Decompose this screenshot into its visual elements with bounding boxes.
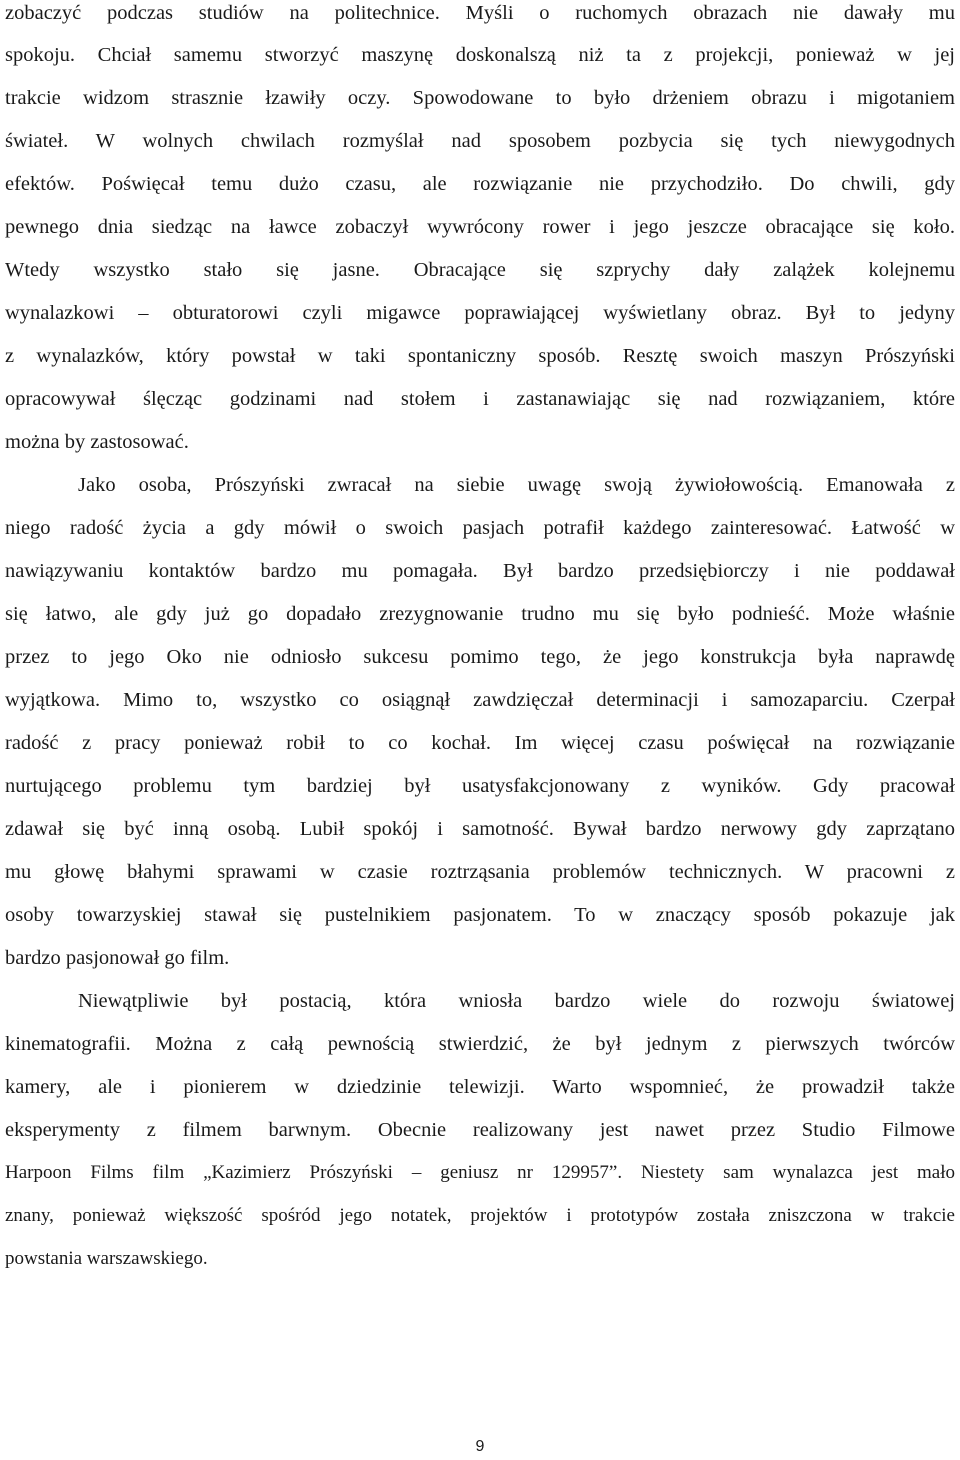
text-line: pewnego dnia siedząc na ławce zobaczył wywrócony rower i jego jeszcze obracające się koło. [5, 216, 955, 238]
text-line: znany, ponieważ większość spośród jego notatek, projektów i prototypów została zniszczona w trakcie [5, 1205, 955, 1226]
text-line: osoby towarzyskiej stawał się pustelnikiem pasjonatem. To w znaczący sposób pokazuje jak [5, 904, 955, 926]
paragraph-first-line: Jako osoba, Prószyński zwracał na siebie uwagę swoją żywiołowością. Emanowała z [78, 474, 955, 496]
text-line: świateł. W wolnych chwilach rozmyślał nad sposobem pozbycia się tych niewygodnych [5, 130, 955, 152]
page-number: 9 [475, 1438, 485, 1455]
text-line: radość z pracy ponieważ robił to co kochał. Im więcej czasu poświęcał na rozwiązanie [5, 732, 955, 754]
text-line: zdawał się być inną osobą. Lubił spokój i samotność. Bywał bardzo nerwowy gdy zaprzątano [5, 818, 955, 840]
text-line: bardzo pasjonował go film. [5, 947, 230, 969]
text-line: trakcie widzom strasznie łzawiły oczy. Spowodowane to było drżeniem obrazu i migotaniem [5, 87, 955, 109]
text-line: się łatwo, ale gdy już go dopadało zrezygnowanie trudno mu się było podnieść. Może właśnie [5, 603, 955, 625]
text-line: Wtedy wszystko stało się jasne. Obracające się szprychy dały zalążek kolejnemu [5, 259, 955, 281]
text-line: powstania warszawskiego. [5, 1248, 208, 1269]
paragraph-first-line: Niewątpliwie był postacią, która wniosła bardzo wiele do rozwoju światowej [78, 990, 955, 1012]
text-line: Harpoon Films film „Kazimierz Prószyński – geniusz nr 129957”. Niestety sam wynalazca jest mało [5, 1162, 955, 1183]
text-line: kinematografii. Można z całą pewnością stwierdzić, że był jednym z pierwszych twórców [5, 1033, 955, 1055]
text-line: można by zastosować. [5, 431, 189, 453]
text-line: nurtującego problemu tym bardziej był usatysfakcjonowany z wyników. Gdy pracował [5, 775, 955, 797]
text-line: kamery, ale i pionierem w dziedzinie telewizji. Warto wspomnieć, że prowadził także [5, 1076, 955, 1098]
text-line: eksperymenty z filmem barwnym. Obecnie realizowany jest nawet przez Studio Filmowe [5, 1119, 955, 1141]
text-line: efektów. Poświęcał temu dużo czasu, ale rozwiązanie nie przychodziło. Do chwili, gdy [5, 173, 955, 195]
text-line: spokoju. Chciał samemu stworzyć maszynę doskonalszą niż ta z projekcji, ponieważ w jej [5, 44, 955, 66]
text-line: przez to jego Oko nie odniosło sukcesu pomimo tego, że jego konstrukcja była naprawdę [5, 646, 955, 668]
text-line: wynalazkowi – obturatorowi czyli migawce poprawiającej wyświetlany obraz. Był to jedyny [5, 302, 955, 324]
text-line: zobaczyć podczas studiów na politechnice. Myśli o ruchomych obrazach nie dawały mu [5, 2, 955, 24]
text-line: niego radość życia a gdy mówił o swoich pasjach potrafił każdego zainteresować. Łatwość w [5, 517, 955, 539]
text-line: wyjątkowa. Mimo to, wszystko co osiągnął zawdzięczał determinacji i samozaparciu. Czerpał [5, 689, 955, 711]
text-line: nawiązywaniu kontaktów bardzo mu pomagała. Był bardzo przedsiębiorczy i nie poddawał [5, 560, 955, 582]
text-line: mu głowę błahymi sprawami w czasie roztrząsania problemów technicznych. W pracowni z [5, 861, 955, 883]
text-line: z wynalazków, który powstał w taki spontaniczny sposób. Resztę swoich maszyn Prószyński [5, 345, 955, 367]
text-line: opracowywał ślęcząc godzinami nad stołem i zastanawiając się nad rozwiązaniem, które [5, 388, 955, 410]
